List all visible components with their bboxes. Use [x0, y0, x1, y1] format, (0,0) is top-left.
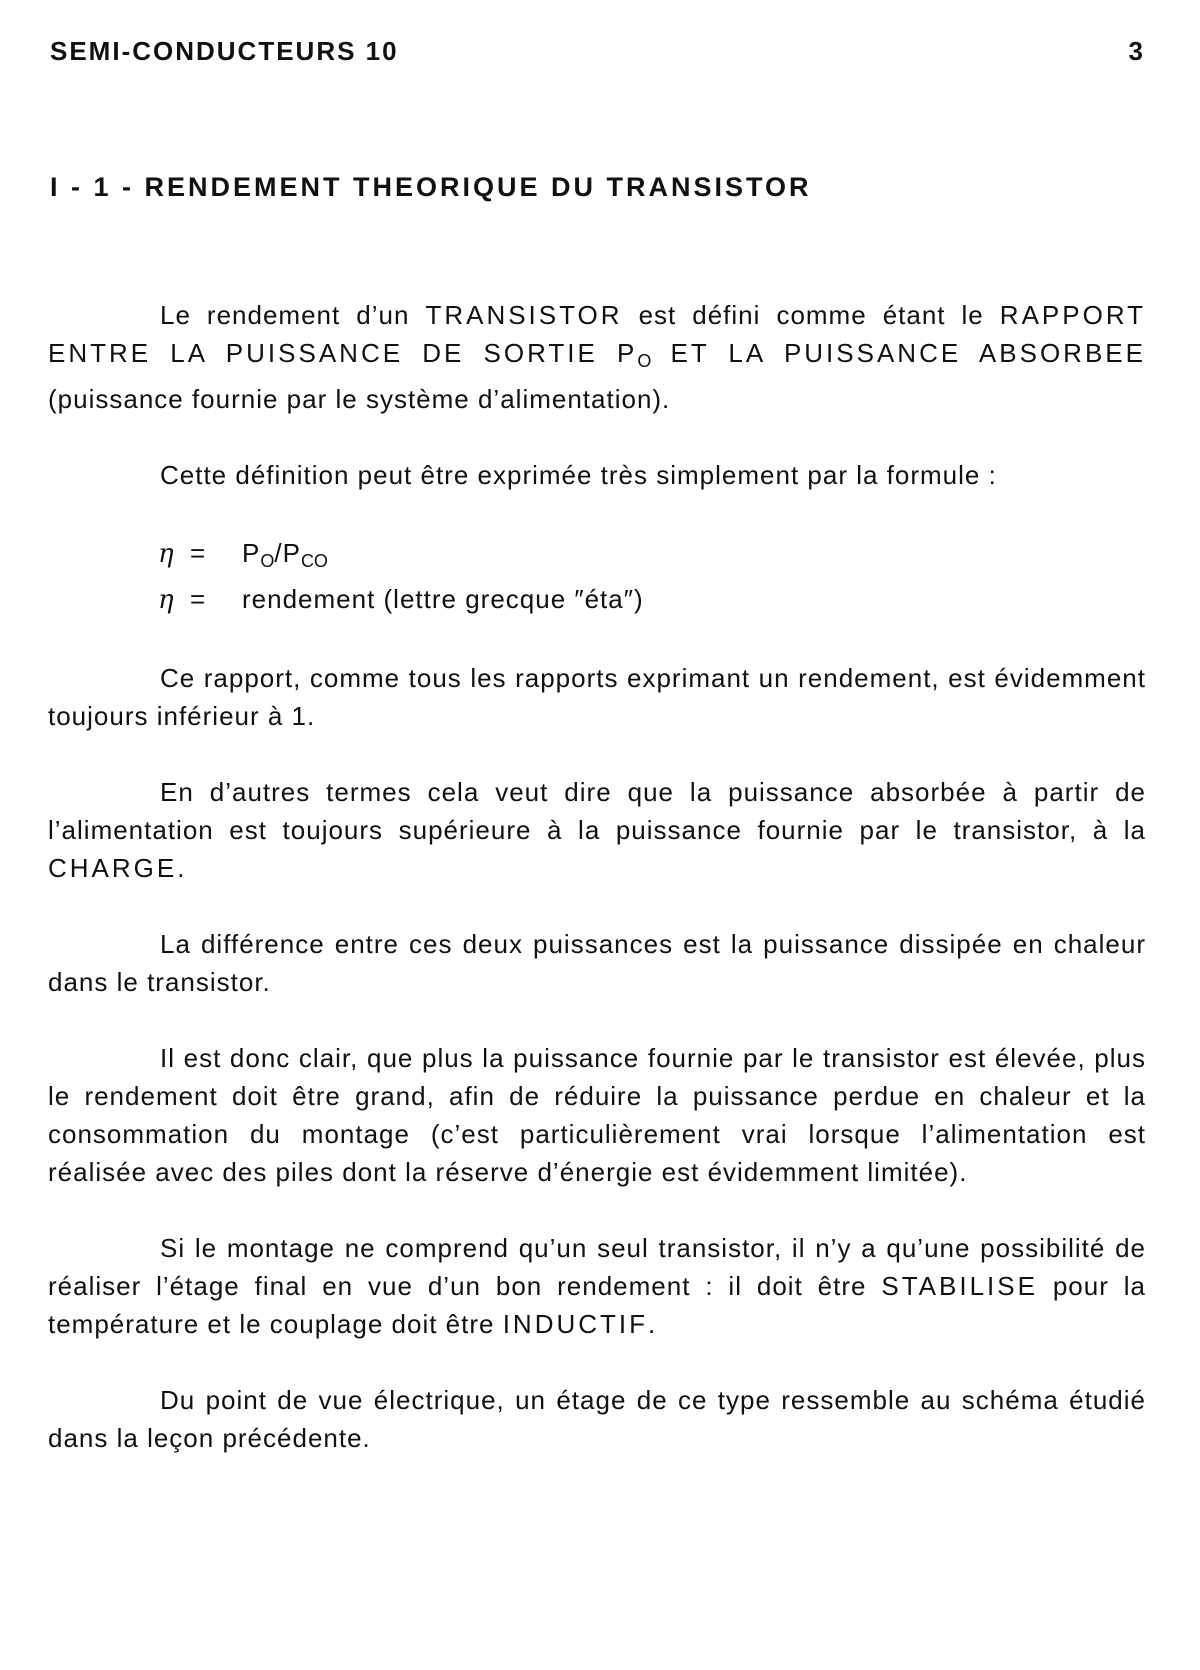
text-run: En d’autres termes cela veut dire que la puissance absorbée à partir de l’alimentation est toujours supérieure à la puissance fournie par le transistor, à la	[48, 777, 1146, 845]
equals-sign: =	[190, 538, 207, 568]
text-run: .	[648, 1309, 657, 1339]
emphasis-run: STABILISE	[881, 1271, 1038, 1301]
text-run: .	[177, 853, 186, 883]
page-header	[50, 36, 1145, 67]
paragraph-formula-intro: Cette définition peut être exprimée très simplement par la formule :	[160, 460, 997, 490]
paragraph-other-terms	[48, 773, 1146, 887]
emphasis-run: TRANSISTOR	[425, 300, 623, 330]
formula-line-definition	[158, 580, 1146, 619]
paragraph-definition	[48, 296, 1146, 418]
formula-line-ratio	[158, 534, 1146, 580]
paragraph-electrical-view: Du point de vue électrique, un étage de ce type ressemble au schéma étudié dans la leçon précédente.	[48, 1385, 1146, 1453]
formula-block	[158, 534, 1146, 619]
eta-symbol: η	[158, 539, 175, 569]
text-run: (puissance fournie par le système d’alimentation).	[48, 384, 671, 414]
emphasis-run: INDUCTIF	[502, 1309, 649, 1339]
paragraph-consequence: Il est donc clair, que plus la puissance fournie par le transistor est élevée, plus le rendement doit être grand, afin de réduire la puissance perdue en chaleur et la consommation du montage (c’est particulièrement vrai lorsque l’alimentation est réalisée avec des piles dont la réserve d’énergie est évidemment limitée).	[48, 1043, 1146, 1187]
subscript: CO	[300, 551, 328, 571]
section-heading: I - 1 - RENDEMENT THEORIQUE DU TRANSISTOR	[50, 172, 812, 202]
text-run: /P	[274, 538, 301, 568]
text-run: est défini comme étant le	[622, 300, 1000, 330]
document-title: SEMI-CONDUCTEURS 10	[50, 36, 399, 66]
ratio-expression	[242, 534, 328, 580]
emphasis-run: CHARGE	[48, 853, 178, 883]
paragraph-ratio: Ce rapport, comme tous les rapports exprimant un rendement, est évidemment toujours inférieur à 1.	[48, 663, 1146, 731]
equals-sign: =	[190, 584, 207, 614]
text-run: pour la température et le couplage doit être	[48, 1271, 1146, 1339]
page-number: 3	[1128, 36, 1145, 66]
eta-definition: rendement (lettre grecque ″éta″)	[242, 584, 644, 614]
subscript: O	[637, 351, 652, 371]
text-run: Si le montage ne comprend qu’un seul transistor, il n’y a qu’une possibilité de réaliser l’étage final en vue d’un bon rendement : il doit être	[48, 1233, 1146, 1301]
text-run: P	[242, 538, 261, 568]
emphasis-run: ET LA PUISSANCE ABSORBEE	[651, 338, 1146, 368]
paragraph-single-transistor	[48, 1229, 1146, 1343]
subscript: O	[260, 551, 275, 571]
document-body	[48, 296, 1146, 1457]
text-run: Le rendement d’un	[160, 300, 426, 330]
eta-symbol: η	[158, 585, 175, 615]
paragraph-difference: La différence entre ces deux puissances est la puissance dissipée en chaleur dans le transistor.	[48, 929, 1146, 997]
emphasis-run: RAPPORT ENTRE LA PUISSANCE DE SORTIE P	[48, 300, 1147, 368]
